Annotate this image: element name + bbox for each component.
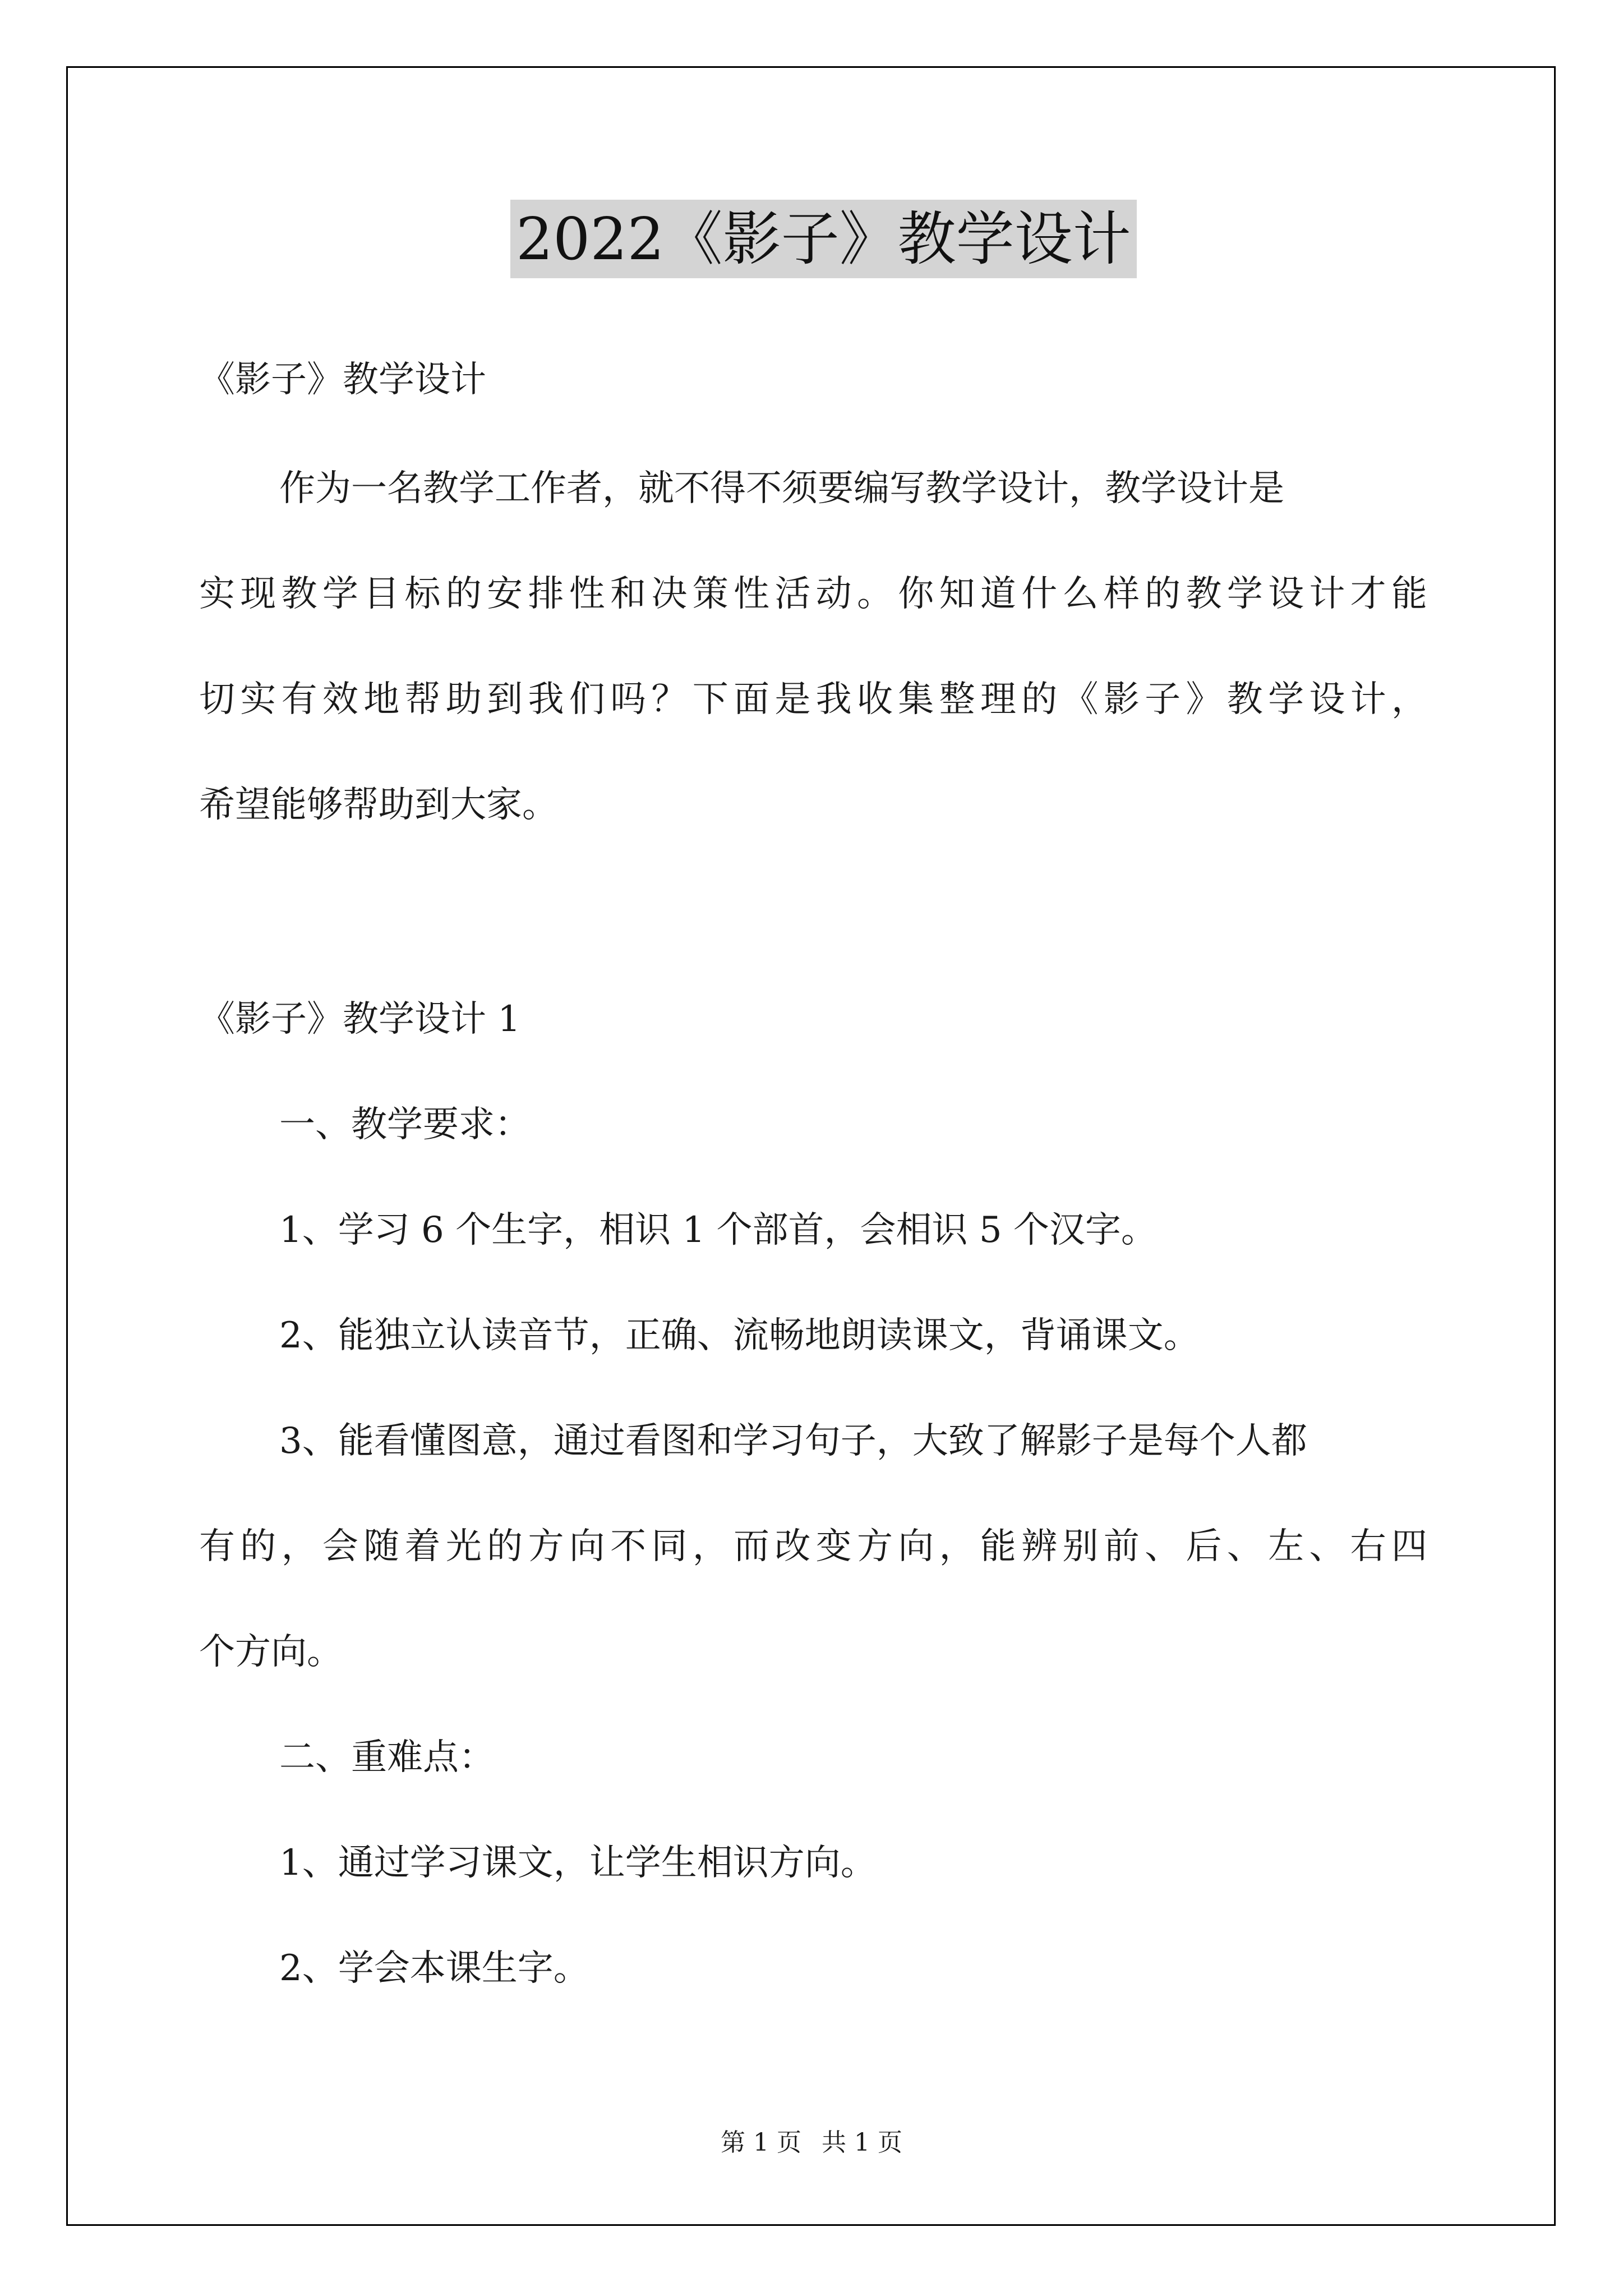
requirement-item: 2、能独立认读音节，正确、流畅地朗读课文，背诵课文。 — [279, 1315, 1200, 1356]
page-footer — [0, 2126, 1623, 2160]
page-total: 共 1 页 — [822, 2128, 902, 2157]
intro-paragraph-line: 切实有效地帮助到我们吗？下面是我收集整理的《影子》教学设计， — [199, 679, 1427, 720]
document-title: 2022《影子》教学设计 — [510, 200, 1137, 278]
page-number: 第 1 页 — [721, 2128, 801, 2157]
intro-paragraph-line: 实现教学目标的安排性和决策性活动。你知道什么样的教学设计才能 — [199, 573, 1427, 615]
requirements-title: 一、教学要求： — [279, 1104, 531, 1145]
intro-paragraph-line: 希望能够帮助到大家。 — [199, 784, 558, 826]
requirement-item-continued: 有的，会随着光的方向不同，而改变方向，能辨别前、后、左、右四 — [199, 1526, 1427, 1567]
difficulty-title: 二、重难点： — [279, 1737, 495, 1778]
intro-heading: 《影子》教学设计 — [199, 359, 486, 401]
difficulty-item: 2、学会本课生字。 — [279, 1948, 589, 1989]
intro-paragraph-line: 作为一名教学工作者，就不得不须要编写教学设计，教学设计是 — [279, 468, 1284, 509]
requirement-item: 3、能看懂图意，通过看图和学习句子，大致了解影子是每个人都 — [279, 1420, 1307, 1462]
requirement-item: 1、学习 6 个生字，相识 1 个部首，会相识 5 个汉字。 — [279, 1209, 1157, 1251]
requirement-item-continued: 个方向。 — [199, 1631, 343, 1673]
difficulty-item: 1、通过学习课文，让学生相识方向。 — [279, 1842, 877, 1884]
section-heading: 《影子》教学设计 1 — [199, 999, 521, 1040]
